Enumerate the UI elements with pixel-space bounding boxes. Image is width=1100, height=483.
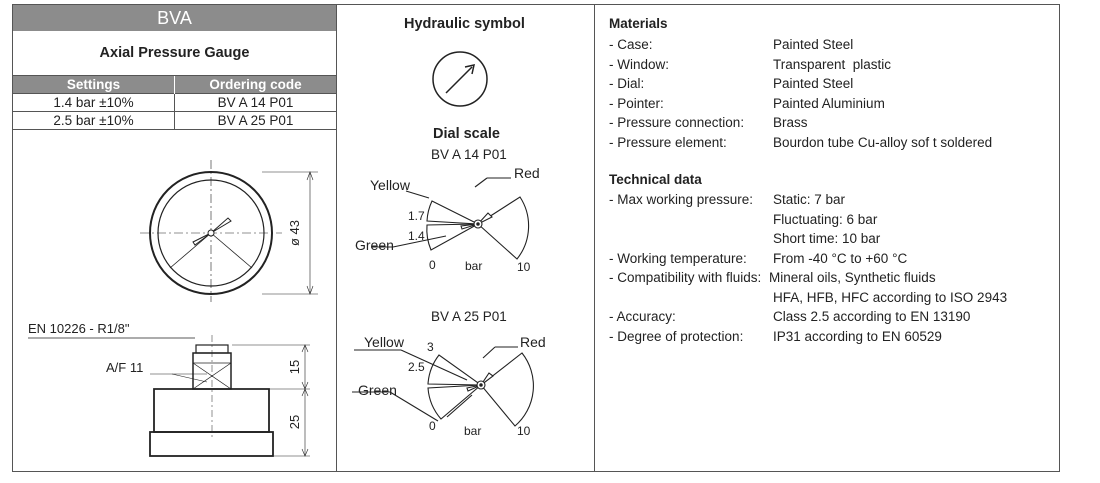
dial-value-low: 2.5 xyxy=(408,360,425,374)
dial-value-high: 1.7 xyxy=(408,209,425,223)
technical-value: Mineral oils, Synthetic fluids xyxy=(769,270,936,285)
table-cell-code: BV A 14 P01 xyxy=(175,94,337,112)
table-cell-setting: 2.5 bar ±10% xyxy=(13,112,175,130)
technical-title: Technical data xyxy=(609,172,702,187)
product-name: Axial Pressure Gauge xyxy=(13,31,336,76)
technical-spacer xyxy=(609,288,761,308)
technical-label: - Accuracy: xyxy=(609,309,676,324)
material-value: Transparent plastic xyxy=(773,56,892,72)
dial-green-label: Green xyxy=(358,382,397,398)
material-label: - Pressure element: xyxy=(609,134,727,150)
material-value: Painted Aluminium xyxy=(773,95,885,111)
dial-green-label: Green xyxy=(355,237,394,253)
technical-labels xyxy=(609,190,761,346)
dial-code: BV A 25 P01 xyxy=(431,309,507,324)
hydraulic-symbol-icon xyxy=(430,49,490,109)
material-label: - Dial: xyxy=(609,76,645,91)
technical-label: - Degree of protection: xyxy=(609,328,744,344)
table-row xyxy=(13,112,336,130)
technical-value: Fluctuating: 6 bar xyxy=(773,211,878,227)
material-value: Bourdon tube Cu-alloy sof t soldered xyxy=(773,134,993,150)
column-divider-left xyxy=(336,4,337,472)
technical-value: Class 2.5 according to EN 13190 xyxy=(773,309,971,324)
dial-value-low: 1.4 xyxy=(408,229,425,243)
dial-zero: 0 xyxy=(429,258,436,272)
dial-max: 10 xyxy=(517,260,531,274)
dial-scale-title: Dial scale xyxy=(433,126,500,142)
table-cell-code: BV A 25 P01 xyxy=(175,112,337,130)
material-value: Painted Steel xyxy=(773,37,854,52)
technical-value: Short time: 10 bar xyxy=(773,231,881,246)
technical-label: - Compatibility with fluids: xyxy=(609,270,762,285)
dial-value-high: 3 xyxy=(427,340,434,354)
material-label: - Window: xyxy=(609,56,670,72)
technical-label: - Working temperature: xyxy=(609,250,747,266)
ordering-table xyxy=(13,76,336,130)
column-divider-right xyxy=(594,4,595,472)
dial-red-label: Red xyxy=(520,334,546,350)
product-code-header: BVA xyxy=(13,5,336,31)
dimension-bottom-label: 25 xyxy=(287,414,302,430)
technical-drawing xyxy=(13,130,336,472)
materials-labels xyxy=(609,35,744,152)
technical-values xyxy=(769,190,1008,346)
dial-yellow-label: Yellow xyxy=(370,177,410,193)
technical-value: HFA, HFB, HFC according to ISO 2943 xyxy=(773,289,1008,305)
dial-zero: 0 xyxy=(429,419,436,433)
material-label: - Pressure connection: xyxy=(609,115,745,130)
material-label: - Case: xyxy=(609,37,653,52)
table-header-ordering-code: Ordering code xyxy=(175,76,337,94)
diameter-label: ø 43 xyxy=(287,219,302,247)
dial-yellow-label: Yellow xyxy=(364,334,404,350)
technical-label: - Max working pressure: xyxy=(609,192,754,207)
table-row xyxy=(13,94,336,112)
table-header-settings: Settings xyxy=(13,76,175,94)
dial-unit: bar xyxy=(465,259,483,273)
material-value: Brass xyxy=(773,115,808,130)
dial-scale-graphic xyxy=(352,325,548,443)
dial-scale-graphic xyxy=(352,163,548,281)
technical-value: IP31 according to EN 60529 xyxy=(773,328,942,344)
dial-max: 10 xyxy=(517,424,531,438)
thread-label: EN 10226 - R1/8" xyxy=(28,321,130,336)
technical-value: Static: 7 bar xyxy=(773,192,846,207)
dial-code: BV A 14 P01 xyxy=(431,147,507,162)
material-value: Painted Steel xyxy=(773,76,854,91)
dial-unit: bar xyxy=(464,424,482,438)
materials-title: Materials xyxy=(609,16,668,31)
material-label: - Pointer: xyxy=(609,95,664,111)
table-cell-setting: 1.4 bar ±10% xyxy=(13,94,175,112)
hydraulic-symbol-title: Hydraulic symbol xyxy=(404,16,525,32)
dimension-top-label: 15 xyxy=(287,359,302,375)
product-column xyxy=(13,5,336,130)
technical-spacer xyxy=(609,210,761,249)
technical-value: From -40 °C to +60 °C xyxy=(773,250,908,266)
dial-red-label: Red xyxy=(514,165,540,181)
af-label: A/F 11 xyxy=(106,360,144,375)
materials-values xyxy=(773,35,992,152)
